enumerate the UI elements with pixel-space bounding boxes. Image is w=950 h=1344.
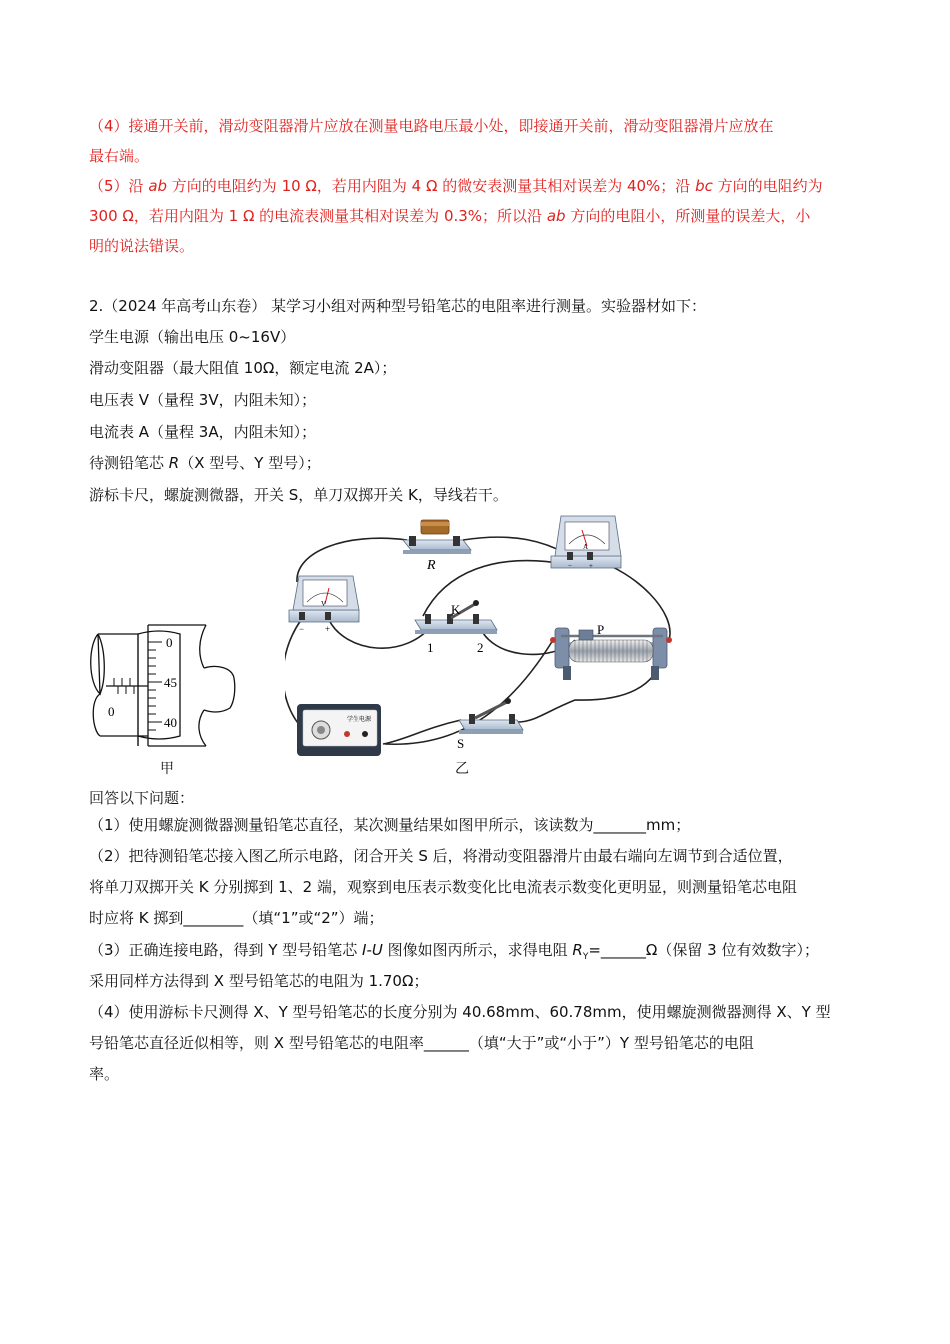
symbol-R: R — [168, 454, 180, 472]
text-span: （3）正确连接电路，得到 Y 型号铅笔芯 — [89, 941, 363, 959]
equipment-power-supply: 学生电源（输出电压 0~16V） — [89, 328, 296, 346]
equipment-ammeter: 电流表 A（量程 3A，内阻未知）； — [89, 423, 317, 441]
ammeter-minus: − — [568, 562, 572, 570]
direction-bc: bc — [695, 177, 713, 195]
symbol-I-U: I-U — [362, 941, 383, 959]
symbol-R: R — [572, 941, 583, 959]
solution-part5-line1 — [89, 176, 823, 196]
question-part3-line2: 采用同样方法得到 X 型号铅笔芯的电阻为 1.70Ω； — [89, 972, 429, 990]
voltmeter-minus: − — [299, 624, 305, 634]
voltmeter — [289, 576, 359, 634]
text-span: 方向的电阻约为 10 Ω，若用内阻为 4 Ω 的微安表测量其相对误差为 40%；沿 — [167, 177, 696, 195]
text-span: =______Ω（保留 3 位有效数字）； — [588, 941, 819, 959]
figure-yi-caption: 乙 — [455, 762, 469, 777]
voltmeter-letter: V — [321, 600, 327, 608]
direction-ab: ab — [148, 177, 168, 195]
text-span: 300 Ω，若用内阻为 1 Ω 的电流表测量其相对误差为 0.3%；所以沿 — [89, 207, 547, 225]
equipment-rheostat: 滑动变阻器（最大阻值 10Ω，额定电流 2A）； — [89, 359, 397, 377]
voltmeter-plus: + — [325, 624, 331, 634]
solution-part4-line1: （4）接通开关前，滑动变阻器滑片应放在测量电路电压最小处，即接通开关前，滑动变阻器滑片应放在 — [89, 117, 774, 135]
scale-label-45: 45 — [164, 675, 177, 690]
main-scale-label-0: 0 — [108, 704, 115, 719]
figure-jia-caption: 甲 — [160, 762, 174, 777]
direction-ab: ab — [546, 207, 566, 225]
ammeter-plus: + — [589, 562, 593, 570]
label-K: K — [451, 602, 461, 617]
question-part3-line1 — [89, 940, 819, 967]
ammeter — [551, 516, 621, 570]
equipment-voltmeter: 电压表 V（量程 3V，内阻未知）； — [89, 391, 317, 409]
question-part4-line1: （4）使用游标卡尺测得 X、Y 型号铅笔芯的长度分别为 40.68mm、60.78mm，使用螺旋测微器测得 X、Y 型 — [89, 1003, 831, 1021]
text-span: 方向的电阻约为 — [712, 177, 823, 195]
question-part2-line1: （2）把待测铅笔芯接入图乙所示电路，闭合开关 S 后，将滑动变阻器滑片由最右端向左调节到合适位置， — [89, 847, 793, 865]
power-supply — [297, 704, 381, 756]
label-2: 2 — [477, 640, 484, 655]
question-header: 2.（2024 年高考山东卷） 某学习小组对两种型号铅笔芯的电阻率进行测量。实验器材如下： — [89, 297, 707, 315]
scale-label-40: 40 — [164, 715, 177, 730]
question-part4-line3: 率。 — [89, 1065, 120, 1083]
switch-S — [459, 698, 523, 734]
ammeter-letter: A — [583, 543, 589, 551]
equipment-tools: 游标卡尺，螺旋测微器，开关 S，单刀双掷开关 K，导线若干。 — [89, 486, 508, 504]
solution-part5-line2 — [89, 206, 810, 226]
solution-part5-line3: 明的说法错误。 — [89, 237, 195, 255]
question-part2-line2: 将单刀双掷开关 K 分别掷到 1、2 端，观察到电压表示数变化比电流表示数变化更明显，则测量铅笔芯电阻 — [89, 878, 798, 896]
subscript-Y: Y — [582, 952, 589, 962]
text-span: 方向的电阻小，所测量的误差大，小 — [565, 207, 811, 225]
answer-prompt: 回答以下问题： — [89, 789, 195, 807]
label-R: R — [427, 558, 436, 573]
equipment-pencil-lead — [89, 453, 321, 473]
figure-yi-circuit — [285, 512, 685, 774]
text-span: （5）沿 — [89, 177, 149, 195]
question-part2-line3: 时应将 K 掷到________（填“1”或“2”）端； — [89, 909, 384, 927]
power-supply-title: 学生电源 — [347, 717, 372, 723]
text-span: 待测铅笔芯 — [89, 454, 169, 472]
scale-label-0: 0 — [166, 635, 173, 650]
question-part4-line2: 号铅笔芯直径近似相等，则 X 型号铅笔芯的电阻率______（填“大于”或“小于”）Y 型号铅笔芯的电阻 — [89, 1034, 754, 1052]
label-S: S — [457, 736, 465, 751]
label-P: P — [597, 622, 605, 637]
solution-part4-line2: 最右端。 — [89, 147, 150, 165]
sliding-rheostat — [550, 628, 672, 680]
text-span: （X 型号、Y 型号）； — [179, 454, 321, 472]
resistor-R — [403, 520, 471, 554]
figure-jia-micrometer — [86, 620, 246, 750]
text-span: 图像如图丙所示，求得电阻 — [382, 941, 573, 959]
question-part1: （1）使用螺旋测微器测量铅笔芯直径，某次测量结果如图甲所示，该读数为_______mm； — [89, 816, 691, 834]
label-1: 1 — [427, 640, 434, 655]
